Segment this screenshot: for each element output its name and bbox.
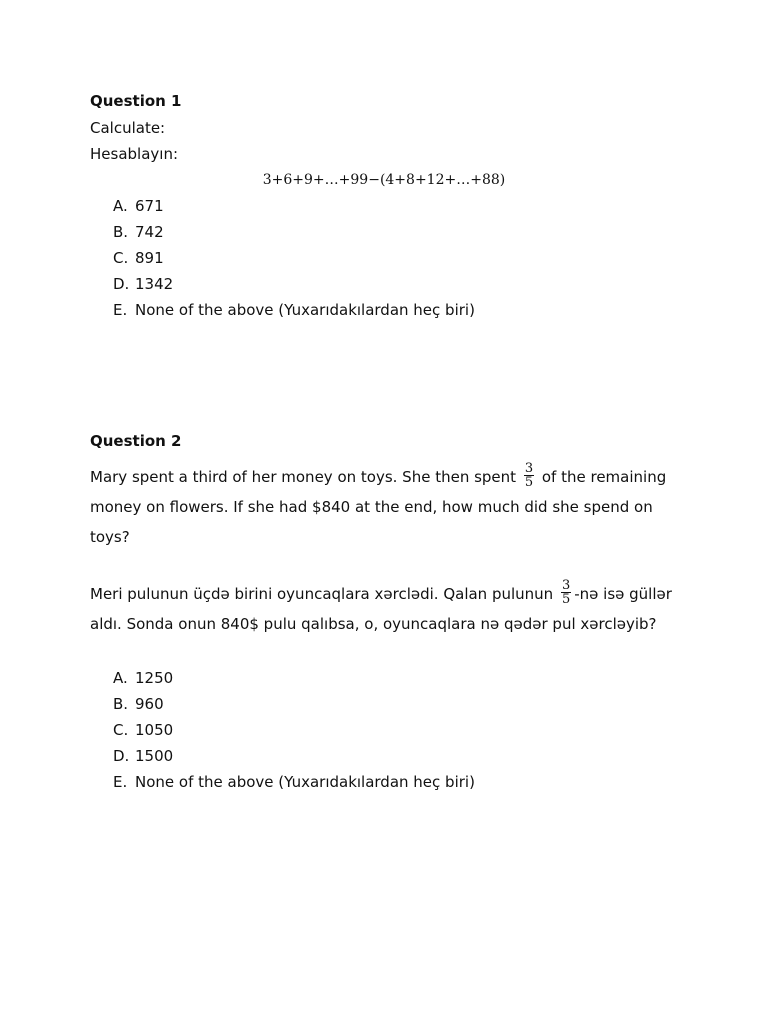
fraction-three-fifths: $\frac{3}{5}$ — [524, 461, 534, 490]
option-b: B. 742 — [113, 223, 164, 241]
question-2-text-az: Meri pulunun üçdə birini oyuncaqlara xərclədi. Qalan pulunun $\frac{3}{5}$ -nə isə güllər aldı. Sonda onun 840$ pulu qalıbsa, o, oyuncaqlara nə qədər pul xərcləyib? — [90, 578, 672, 633]
fraction-three-fifths: $\frac{3}{5}$ — [561, 578, 571, 607]
option-b: B. 960 — [113, 695, 164, 713]
question-1-prompt-az: Hesablayın: — [90, 145, 179, 163]
option-e: E. None of the above (Yuxarıdakılardan heç biri) — [113, 301, 475, 319]
question-2-options — [90, 665, 690, 795]
option-d: D. 1342 — [113, 275, 174, 293]
option-c: C. 1050 — [113, 721, 174, 739]
option-c: C. 891 — [113, 249, 164, 267]
question-2-text-en: Mary spent a third of her money on toys. She then spent $\frac{3}{5}$ of the remaining money on flowers. If she had $840 at the end, how much did she spend on toys? — [90, 461, 667, 546]
option-d: D. 1500 — [113, 747, 174, 765]
question-1-formula: 3+6+9+…+99−(4+8+12+…+88) — [262, 172, 506, 188]
option-a: A. 671 — [113, 197, 164, 215]
question-2-title: Question 2 — [90, 432, 182, 450]
question-1-prompt-en: Calculate: — [90, 119, 166, 137]
question-1-options — [90, 193, 690, 323]
option-e: E. None of the above (Yuxarıdakılardan heç biri) — [113, 773, 475, 791]
question-1 — [90, 90, 690, 323]
option-a: A. 1250 — [113, 669, 174, 687]
question-2 — [90, 430, 690, 795]
question-1-title: Question 1 — [90, 92, 182, 110]
